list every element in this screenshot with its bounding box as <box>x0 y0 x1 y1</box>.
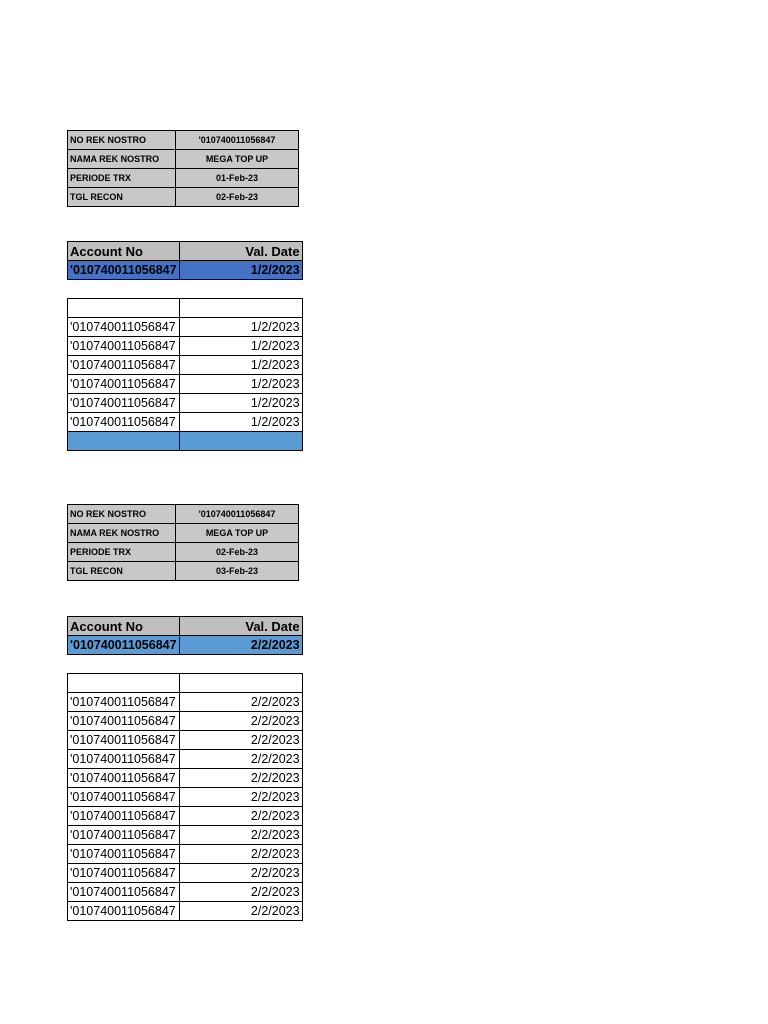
info-table-1-body <box>68 131 299 207</box>
account-no-cell: '010740011056847 <box>68 394 180 413</box>
info-table-2-body <box>68 505 299 581</box>
val-date-cell: 1/2/2023 <box>179 413 302 432</box>
val-date-cell: 2/2/2023 <box>179 636 302 655</box>
account-no-cell: '010740011056847 <box>68 769 180 788</box>
val-date-cell: 1/2/2023 <box>179 337 302 356</box>
table-row <box>68 356 303 375</box>
empty-cell <box>179 674 302 693</box>
info-row <box>68 543 299 562</box>
info-label: NO REK NOSTRO <box>68 131 176 150</box>
info-row <box>68 188 299 207</box>
info-value: '010740011056847 <box>176 505 299 524</box>
empty-cell <box>179 280 302 299</box>
info-label: NO REK NOSTRO <box>68 505 176 524</box>
val-date-cell: 2/2/2023 <box>179 807 302 826</box>
account-table-2-body <box>68 636 303 921</box>
info-value: 02-Feb-23 <box>176 543 299 562</box>
val-date-cell: 1/2/2023 <box>179 318 302 337</box>
info-label: TGL RECON <box>68 562 176 581</box>
empty-cell <box>179 299 302 318</box>
header-val-date: Val. Date <box>179 242 302 261</box>
empty-cell <box>68 299 180 318</box>
account-no-cell: '010740011056847 <box>68 337 180 356</box>
val-date-cell: 1/2/2023 <box>179 356 302 375</box>
info-table-2 <box>67 504 299 581</box>
table-row <box>68 826 303 845</box>
account-table-2 <box>67 616 303 921</box>
info-label: PERIODE TRX <box>68 169 176 188</box>
val-date-cell: 2/2/2023 <box>179 712 302 731</box>
account-no-cell: '010740011056847 <box>68 413 180 432</box>
header-val-date: Val. Date <box>179 617 302 636</box>
header-account-no: Account No <box>68 617 180 636</box>
info-label: TGL RECON <box>68 188 176 207</box>
info-value: MEGA TOP UP <box>176 524 299 543</box>
val-date-cell: 1/2/2023 <box>179 261 302 280</box>
account-no-cell: '010740011056847 <box>68 826 180 845</box>
table-row <box>68 807 303 826</box>
account-no-cell: '010740011056847 <box>68 807 180 826</box>
account-no-cell: '010740011056847 <box>68 731 180 750</box>
info-label: PERIODE TRX <box>68 543 176 562</box>
table-row <box>68 902 303 921</box>
account-no-cell: '010740011056847 <box>68 902 180 921</box>
account-no-cell: '010740011056847 <box>68 356 180 375</box>
val-date-cell: 2/2/2023 <box>179 826 302 845</box>
val-date-cell: 2/2/2023 <box>179 864 302 883</box>
highlight-row <box>68 261 303 280</box>
account-no-cell: '010740011056847 <box>68 261 180 280</box>
val-date-cell: 2/2/2023 <box>179 845 302 864</box>
account-no-cell: '010740011056847 <box>68 712 180 731</box>
account-no-cell: '010740011056847 <box>68 636 180 655</box>
val-date-cell: 2/2/2023 <box>179 693 302 712</box>
account-no-cell: '010740011056847 <box>68 375 180 394</box>
table-row <box>68 864 303 883</box>
info-value: 02-Feb-23 <box>176 188 299 207</box>
info-row <box>68 131 299 150</box>
info-label: NAMA REK NOSTRO <box>68 524 176 543</box>
table-row <box>68 788 303 807</box>
table-row <box>68 693 303 712</box>
account-no-cell: '010740011056847 <box>68 788 180 807</box>
highlight-row <box>68 636 303 655</box>
account-no-cell: '010740011056847 <box>68 845 180 864</box>
table-row <box>68 845 303 864</box>
info-value: 01-Feb-23 <box>176 169 299 188</box>
header-account-no: Account No <box>68 242 180 261</box>
val-date-cell: 1/2/2023 <box>179 375 302 394</box>
empty-cell <box>68 432 180 451</box>
val-date-cell: 2/2/2023 <box>179 750 302 769</box>
val-date-cell: 2/2/2023 <box>179 788 302 807</box>
val-date-cell: 2/2/2023 <box>179 731 302 750</box>
account-no-cell: '010740011056847 <box>68 318 180 337</box>
table-row <box>68 413 303 432</box>
val-date-cell: 1/2/2023 <box>179 394 302 413</box>
empty-cell <box>68 674 180 693</box>
val-date-cell: 2/2/2023 <box>179 883 302 902</box>
table-row <box>68 750 303 769</box>
info-label: NAMA REK NOSTRO <box>68 150 176 169</box>
blank-row <box>68 299 303 318</box>
val-date-cell: 2/2/2023 <box>179 769 302 788</box>
account-no-cell: '010740011056847 <box>68 883 180 902</box>
info-value: 03-Feb-23 <box>176 562 299 581</box>
table-row <box>68 731 303 750</box>
gap-row <box>68 280 303 299</box>
table-row <box>68 375 303 394</box>
account-table-2-header <box>68 617 303 636</box>
empty-cell <box>68 655 180 674</box>
account-no-cell: '010740011056847 <box>68 864 180 883</box>
account-table-1 <box>67 241 303 451</box>
table-row <box>68 394 303 413</box>
info-row <box>68 524 299 543</box>
footer-row <box>68 432 303 451</box>
gap-row <box>68 655 303 674</box>
account-no-cell: '010740011056847 <box>68 750 180 769</box>
table-row <box>68 883 303 902</box>
info-value: '010740011056847 <box>176 131 299 150</box>
info-row <box>68 562 299 581</box>
empty-cell <box>179 655 302 674</box>
blank-row <box>68 674 303 693</box>
table-row <box>68 318 303 337</box>
account-table-1-header <box>68 242 303 261</box>
info-row <box>68 169 299 188</box>
table-row <box>68 337 303 356</box>
account-table-1-body <box>68 261 303 451</box>
info-table-1 <box>67 130 299 207</box>
account-no-cell: '010740011056847 <box>68 693 180 712</box>
empty-cell <box>68 280 180 299</box>
table-row <box>68 769 303 788</box>
info-row <box>68 150 299 169</box>
info-row <box>68 505 299 524</box>
val-date-cell: 2/2/2023 <box>179 902 302 921</box>
empty-cell <box>179 432 302 451</box>
info-value: MEGA TOP UP <box>176 150 299 169</box>
table-row <box>68 712 303 731</box>
